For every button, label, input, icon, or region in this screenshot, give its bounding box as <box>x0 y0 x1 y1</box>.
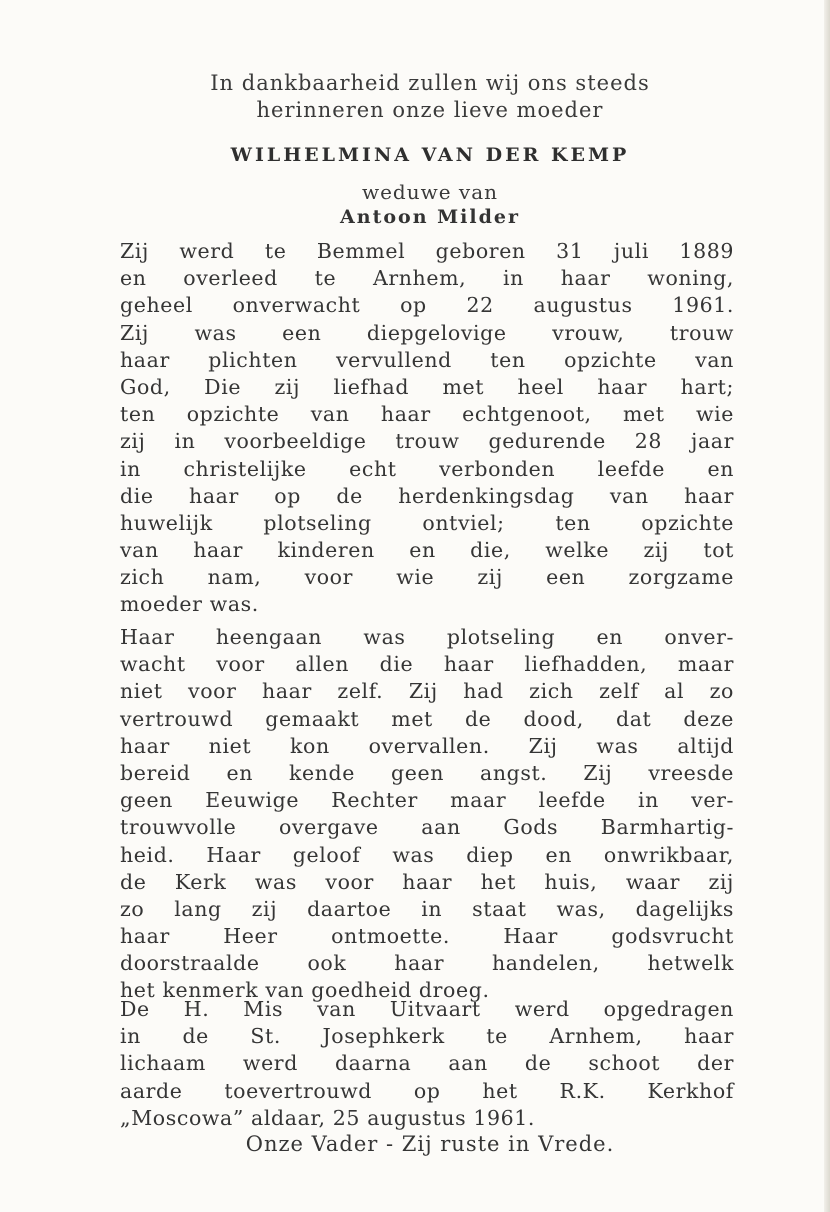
text-line: die haar op de herdenkingsdag van haar <box>120 483 734 508</box>
widow-of-label: weduwe van <box>361 180 499 204</box>
text-line: „Moscowa” aldaar, 25 augustus 1961. <box>120 1105 536 1130</box>
text-line: Haar heengaan was plotseling en onver- <box>120 625 734 649</box>
paragraph-biography <box>120 238 734 619</box>
intro-line-2: herinneren onze lieve moeder <box>256 98 604 122</box>
text-line: het kenmerk van goedheid droeg. <box>120 978 490 1003</box>
text-line: Zij was een diepgelovige vrouw, trouw <box>120 320 734 345</box>
text-line: zij in voorbeeldige trouw gedurende 28 jaar <box>120 429 734 454</box>
text-line: moeder was. <box>120 592 259 617</box>
text-line: lichaam werd daarna aan de schoot der <box>120 1051 734 1076</box>
text-line: geheel onverwacht op 22 augustus 1961. <box>120 293 734 318</box>
text-line: haar plichten vervullend ten opzichte van <box>120 347 734 372</box>
text-line: heid. Haar geloof was diep en onwrikbaar, <box>120 842 734 867</box>
text-line: in de St. Josephkerk te Arnhem, haar <box>120 1024 734 1049</box>
text-line: God, Die zij liefhad met heel haar hart; <box>120 374 734 399</box>
text-line: de Kerk was voor haar het huis, waar zij <box>120 869 734 894</box>
text-line: trouwvolle overgave aan Gods Barmhartig- <box>120 815 734 840</box>
text-line: bereid en kende geen angst. Zij vreesde <box>120 760 734 785</box>
text-line: niet voor haar zelf. Zij had zich zelf al zo <box>120 679 734 704</box>
text-line: aarde toevertrouwd op het R.K. Kerkhof <box>120 1078 734 1103</box>
text-line: wacht voor allen die haar liefhadden, maar <box>120 652 734 677</box>
text-line: in christelijke echt verbonden leefde en <box>120 456 734 481</box>
husband-name: Antoon Milder <box>340 206 520 228</box>
text-line: huwelijk plotseling ontviel; ten opzichte <box>120 510 734 535</box>
text-line: De H. Mis van Uitvaart werd opgedragen <box>120 997 734 1021</box>
card-edge <box>824 0 830 1212</box>
text-line: Zij werd te Bemmel geboren 31 juli 1889 <box>120 239 734 263</box>
intro-line-1: In dankbaarheid zullen wij ons steeds <box>210 71 650 95</box>
deceased-name: WILHELMINA VAN DER KEMP <box>230 144 630 166</box>
text-line: vertrouwd gemaakt met de dood, dat deze <box>120 706 734 731</box>
text-line: zich nam, voor wie zij een zorgzame <box>120 565 734 590</box>
text-line: zo lang zij daartoe in staat was, dagelijks <box>120 896 734 921</box>
text-line: haar Heer ontmoette. Haar godsvrucht <box>120 924 734 949</box>
text-line: haar niet kon overvallen. Zij was altijd <box>120 733 734 758</box>
text-line: van haar kinderen en die, welke zij tot <box>120 538 734 563</box>
text-line: en overleed te Arnhem, in haar woning, <box>120 266 734 291</box>
text-line: doorstraalde ook haar handelen, hetwelk <box>120 951 734 976</box>
paragraph-funeral <box>120 996 734 1132</box>
text-line: geen Eeuwige Rechter maar leefde in ver- <box>120 788 734 813</box>
intro-text <box>120 70 740 124</box>
closing-prayer: Onze Vader - Zij ruste in Vrede. <box>245 1132 615 1156</box>
paragraph-passing <box>120 624 734 1005</box>
text-line: ten opzichte van haar echtgenoot, met wie <box>120 402 734 427</box>
